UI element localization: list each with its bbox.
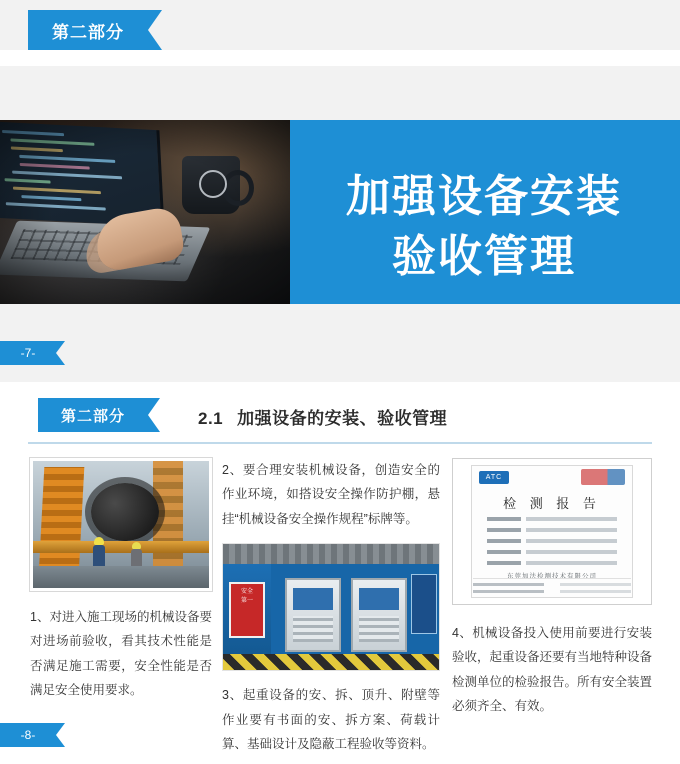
- report-organization: 东莞加法检测技术有限公司: [507, 573, 597, 580]
- electrical-cabinet-protection-shed-photo: [222, 543, 440, 671]
- page-number-arrow-icon: [56, 723, 65, 747]
- section-tab-label: 第二部分: [60, 407, 125, 425]
- content-column-2: [222, 458, 440, 756]
- crane-drum: [91, 483, 159, 541]
- column-2-text-bottom: 3、起重设备的安、拆、顶升、附壁等作业要有书面的安、拆方案、荷载计算、基础设计及隐蔽工程验收等资料。: [222, 688, 440, 751]
- heading-text: 加强设备的安装、验收管理: [237, 409, 448, 428]
- content-column-1: [30, 458, 212, 703]
- heading-number: 2.1: [198, 409, 224, 428]
- column-1-text: 1、对进入施工现场的机械设备要对进场前验收，看其技术性能是否满足施工需要，安全性能是否满足安全使用要求。: [30, 610, 212, 698]
- heading-rule: [28, 442, 652, 444]
- slide-title-line-1: 加强设备安装: [346, 172, 622, 222]
- photo-vignette: [0, 120, 290, 304]
- content-column-3: [452, 458, 652, 719]
- distribution-cabinet: [285, 578, 341, 652]
- section-tab-2: [38, 398, 148, 432]
- report-stamp: [581, 469, 625, 485]
- slide-title: [300, 167, 668, 286]
- inspection-report-document-photo: [452, 458, 652, 605]
- shed-roof: [223, 544, 440, 564]
- section-tab-arrow-icon: [148, 10, 162, 50]
- page-number-badge-2: [0, 723, 56, 747]
- slide-2: [0, 382, 680, 764]
- section-tab-arrow-icon: [148, 398, 160, 432]
- page-number-arrow-icon: [56, 341, 65, 365]
- fire-safety-board: 安全 第一: [229, 582, 265, 638]
- page-number-badge-1: [0, 341, 56, 365]
- header-divider: [0, 50, 680, 66]
- report-field-rows: [487, 517, 617, 572]
- section-tab-1: [28, 10, 148, 50]
- column-2-text-top: 2、要合理安装机械设备，创造安全的作业环境，如搭设安全操作防护棚，悬挂“机械设备安全操作规程”标牌等。: [222, 463, 440, 526]
- report-footer: [473, 578, 631, 592]
- slide-heading: [198, 404, 447, 429]
- construction-crane-photo: [30, 458, 212, 591]
- crane-beam: [33, 541, 212, 553]
- section-tab-label: 第二部分: [52, 22, 124, 42]
- report-title: 检 测 报 告: [503, 496, 601, 511]
- safety-signs-panel: [411, 574, 437, 634]
- page-number-label: -7-: [20, 346, 36, 360]
- report-logo: [479, 471, 509, 484]
- laptop-coding-photo: [0, 120, 290, 304]
- column-3-text: 4、机械设备投入使用前要进行安装验收，起重设备还要有当地特种设备检测单位的检验报告。所有安全装置必须齐全、有效。: [452, 626, 653, 714]
- distribution-cabinet: [351, 578, 407, 652]
- title-band: [0, 120, 680, 304]
- page-number-label: -8-: [20, 728, 36, 742]
- photo-ground: [33, 566, 212, 588]
- hazard-stripe-floor: [223, 654, 440, 670]
- slide-title-line-2: 验收管理: [392, 231, 576, 281]
